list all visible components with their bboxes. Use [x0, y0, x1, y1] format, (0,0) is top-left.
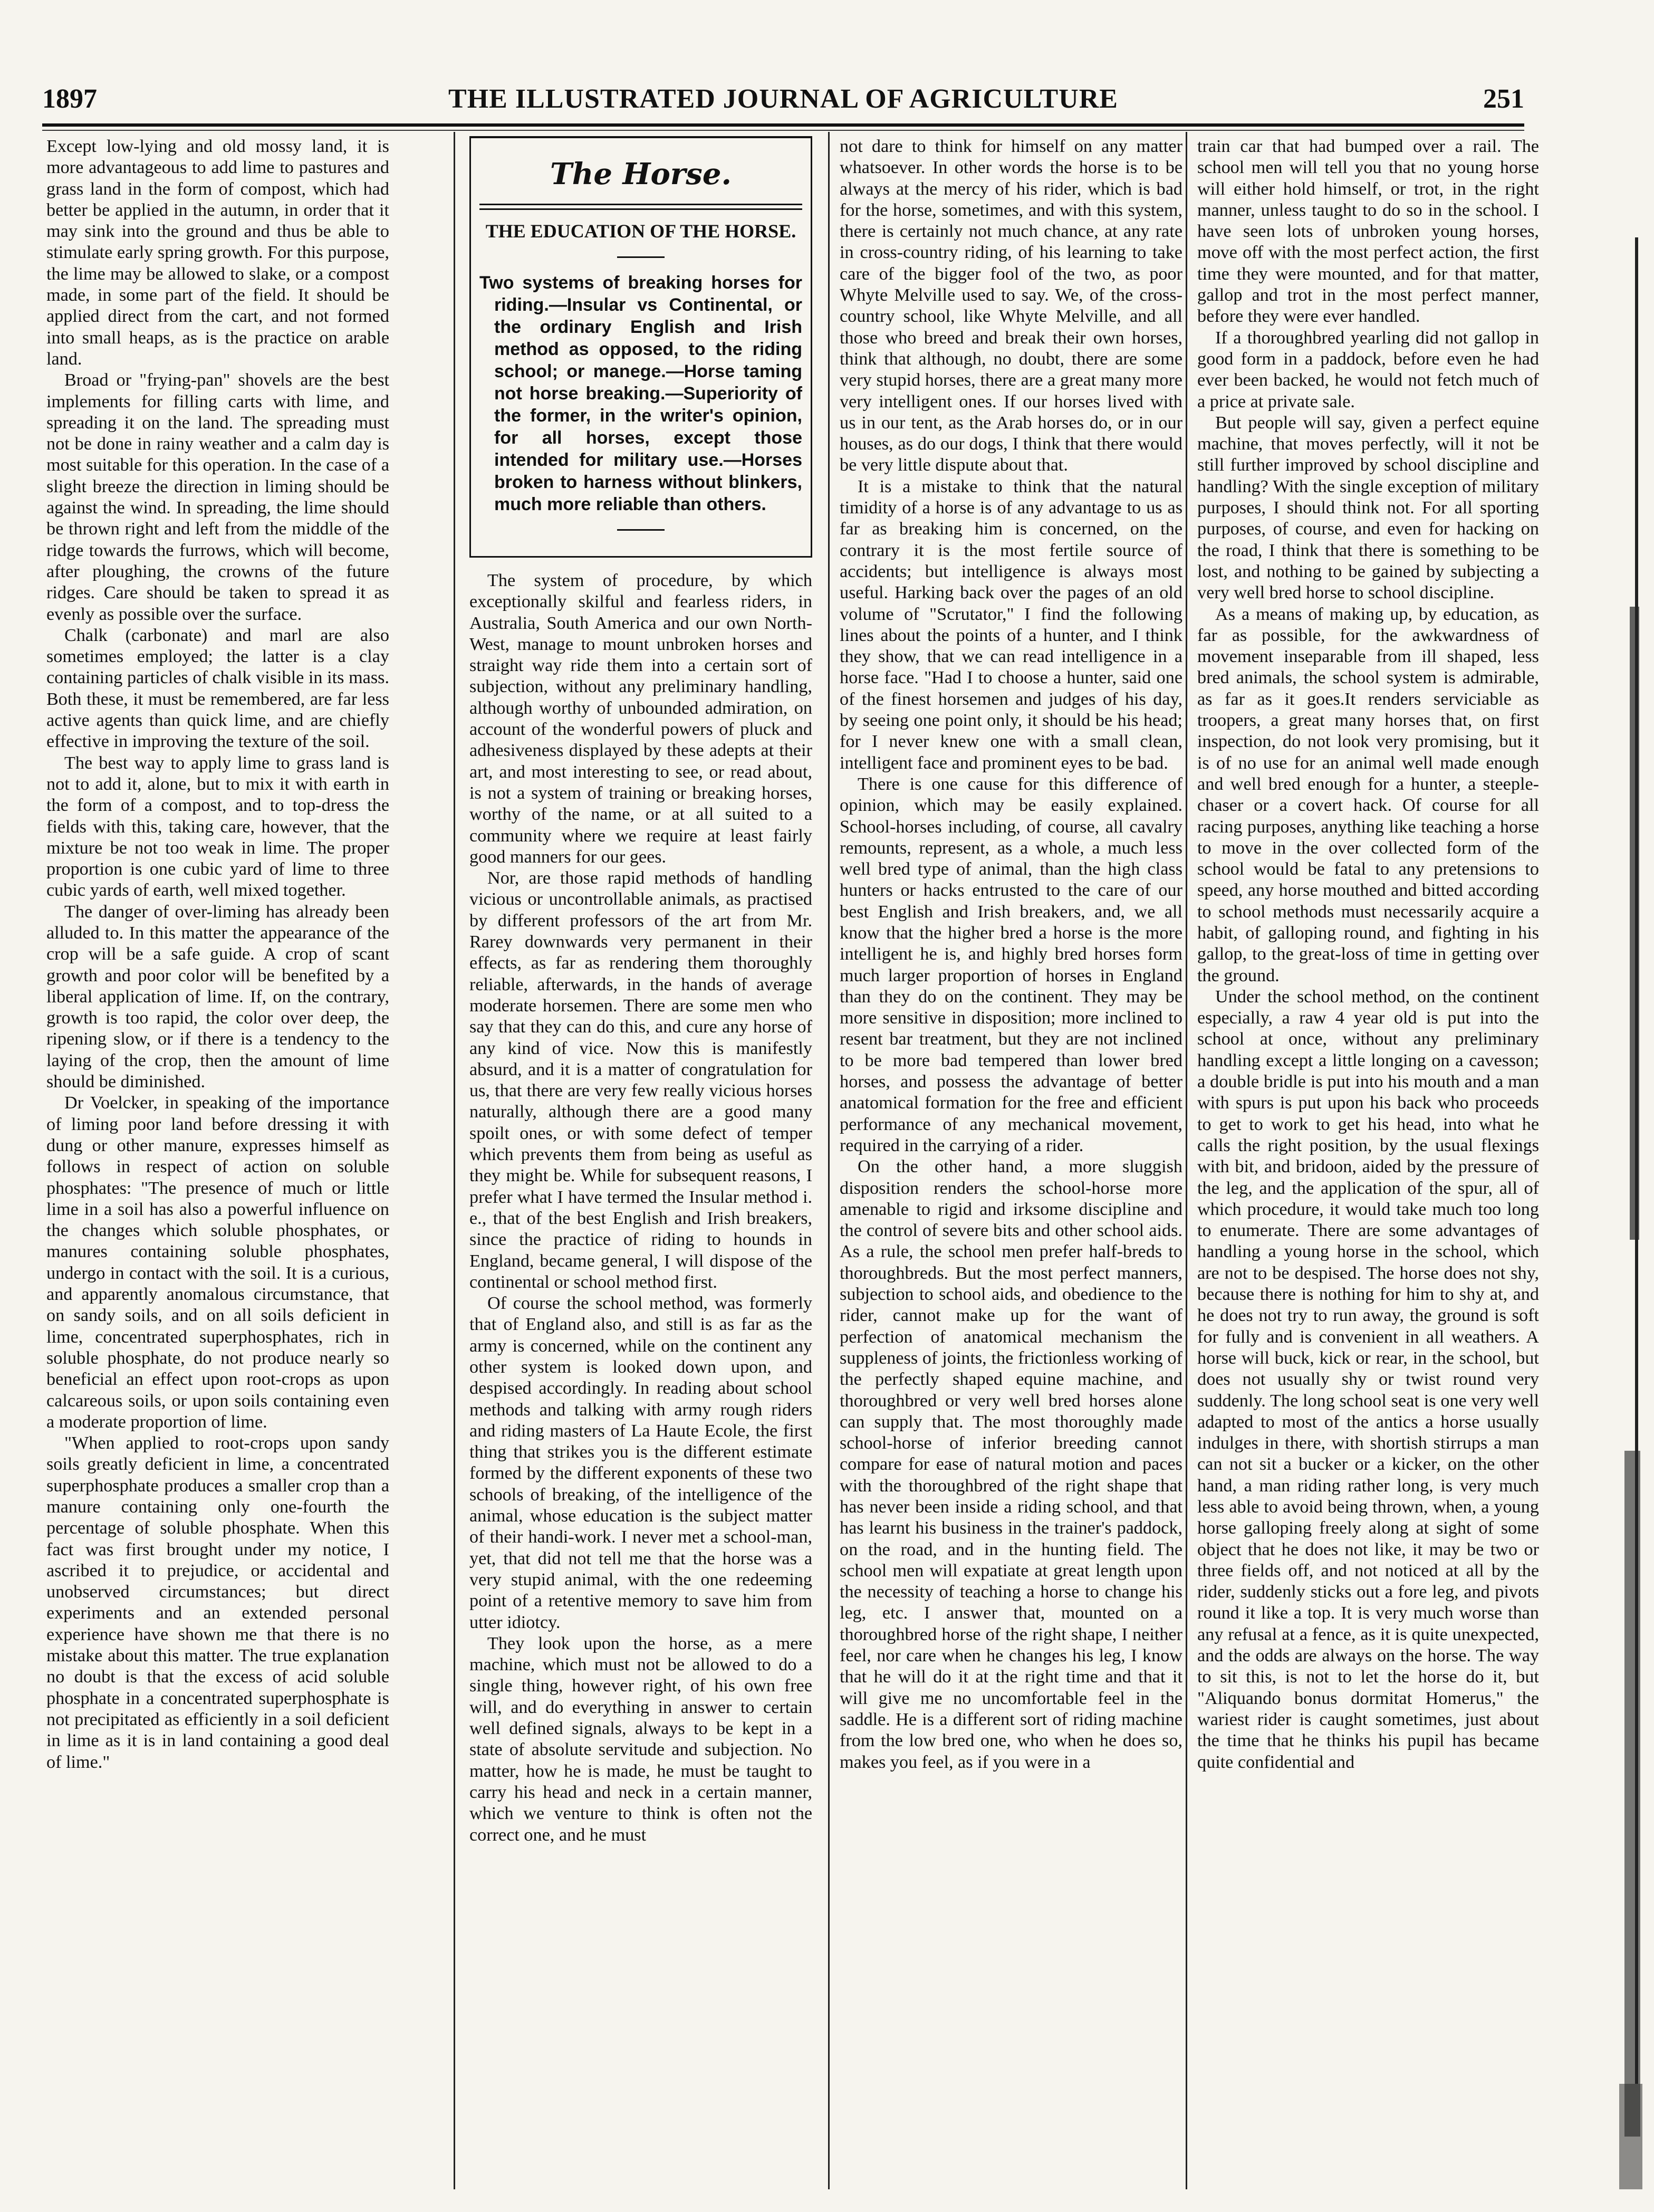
- paragraph: On the other hand, a more sluggish disposition renders the school-horse more amenable to rigid and irksome discipline and the control of severe bits and other school aids. As a rule, the school men prefer half-breds to thoroughbreds. But the most perfect manners, subjection to school aids, and obedience to the rider, cannot make up for the want of perfection of anatomical mechanism the suppleness of joints, the frictionless working of the perfectly shaped equine machine, and thoroughbred or very well bred horses alone can supply that. The most thoroughly made school-horse of inferior breeding cannot compare for ease of natural motion and paces with the thoroughbred of the right shape that has never been inside a riding school, and that has learnt his business in the trainer's paddock, on the road, and in the hunting field. The school men will expatiate at great length upon the necessity of teaching a horse to change his leg, etc. I answer that, mounted on a thoroughbred horse of the right shape, I neither feel, nor care when he changes his leg, I know that he will do it at the right time and that it will give me no uncomfortable feel in the saddle. He is a different sort of riding machine from the low bred one, who when he does so, makes you feel, as if you were in a: [840, 1157, 1182, 1772]
- section-title: The Horse.: [550, 157, 732, 191]
- header-rule: [42, 123, 1524, 127]
- paragraph: They look upon the horse, as a mere machine, which must not be allowed to do a single thing, however right, of his own free will, and do everything in answer to certain well defined signals, always to be kept in a state of absolute servitude and subjection. No matter, how he is made, he must be taught to carry his head and neck in a certain manner, which we venture to think is often not the correct one, and he must: [469, 1633, 812, 1845]
- column-2: [469, 136, 812, 2183]
- paragraph: Except low-lying and old mossy land, it is more advantageous to add lime to pastures and grass land in the form of compost, which had better be applied in the autumn, in order that it may sink into the ground and thus be able to stimulate early spring growth. For this purpose, the lime may be allowed to slake, or a compost made, in some part of the field. It should be applied direct from the cart, and not formed into small heaps, as is the practice on arable land.: [46, 137, 389, 369]
- article-header-box: [469, 136, 812, 558]
- header-year: 1897: [42, 84, 97, 114]
- column-divider: [1186, 132, 1187, 2189]
- paragraph: The system of procedure, by which exceptionally skilful and fearless riders, in Australia, South America and our own North-West, manage to mount unbroken horses and straight way ride them into a certain sort of subjection, without any preliminary handling, although worthy of unbounded admiration, on account of the wonderful powers of pluck and adhesiveness displayed by these adepts at their art, and most interesting to see, or read about, is not a system of training or breaking horses, worthy of the name, or at all suited to a community where we require at least fairly good manners for our gees.: [469, 571, 812, 867]
- paragraph: "When applied to root-crops upon sandy soils greatly deficient in lime, a concentrated superphosphate produces a smaller crop than a manure containing only one-fourth the percentage of soluble phosphate. When this fact was first brought under my notice, I ascribed it to prejudice, or accidental and unobserved circumstances; but direct experiments and an extended personal experience have shown me that there is no mistake about this matter. The true explanation no doubt is that the excess of acid soluble phosphate in a concentrated superphosphate is not precipitated as efficiently in a soil deficient in lime as it is in land containing a good deal of lime.": [46, 1433, 389, 1772]
- paragraph: But people will say, given a perfect equine machine, that moves perfectly, will it not be still further improved by school discipline and handling? With the single exception of military purposes, I should think not. For all sporting purposes, of course, and even for hacking on the road, I think that there is something to be lost, and nothing to be gained by subjecting a very well bred horse to school discipline.: [1197, 413, 1539, 603]
- article-title: THE EDUCATION OF THE HORSE.: [485, 221, 796, 242]
- paragraph: Under the school method, on the continent especially, a raw 4 year old is put into the school at once, without any preliminary handling except a little longing on a cavesson; a double bridle is put into his mouth and a man with spurs is put upon his back who proceeds to get to work to get his head, into what he calls the right position, by the usual flexings with bit, and bridoon, aided by the pressure of the leg, and the application of the spur, all of which procedure, it would take much too long to enumerate. There are some advantages of handling a young horse in the school, which are not to be despised. The horse does not shy, because there is nothing for him to shy at, and he does not try to run away, the ground is soft for fully and is convenient in all weathers. A horse will buck, kick or rear, in the school, but does not usually shy or twist round very suddenly. The long school seat is one very well adapted to most of the antics a horse usually indulges in there, with shortish stirrups a man can not sit a bucker or a kicker, on the other hand, a man riding rather long, is very much less able to avoid being thrown, when, a young horse galloping freely along at sight of some object that he does not like, it may be two or three fields off, and not noticed at all by the rider, suddenly sticks out a fore leg, and pivots round it like a top. It is very much worse than any refusal at a fence, as it is quite unexpected, and the odds are always on the horse. The way to sit this, is not to let the horse do it, but "Aliquando bonus dormitat Homerus," the wariest rider is caught sometimes, just about the time that he thinks his pupil has became quite confidential and: [1197, 987, 1539, 1772]
- paragraph: As a means of making up, by education, as far as possible, for the awkwardness of movement inseparable from ill shaped, less bred animals, the school system is admirable, as far as it goes.It renders serviciable as troopers, a great many horses that, on first inspection, do not look very promising, but it is of no use for an animal well made enough and well bred enough for a hunter, a steeple-chaser or a covert hack. Of course for all racing purposes, anything like teaching a horse to move in the over collected form of the school would be fatal to any pretensions to speed, any horse mouthed and bitted according to school methods must necessarily acquire a habit, of galloping round, and fighting in his gallop, to the great-loss of time in getting over the ground.: [1197, 604, 1539, 985]
- paragraph: It is a mistake to think that the natural timidity of a horse is of any advantage to us as far as breaking him is concerned, on the contrary it is the most fertile source of accidents; but intelligence is always most useful. Harking back over the pages of an old volume of "Scrutator," I find the following lines about the points of a hunter, and I think they show, that we can read intelligence in a horse face. "Had I to choose a hunter, said one of the finest horsemen and judges of his day, by seeing one point only, it should be his head; for I never knew one with a small clean, intelligent face and prominent eyes to be bad.: [840, 476, 1182, 773]
- column-3: [840, 136, 1182, 2183]
- column-4: [1197, 136, 1539, 2183]
- column-1: [46, 136, 389, 2183]
- paragraph: If a thoroughbred yearling did not gallop in good form in a paddock, before even he had ever been backed, he would not fetch much of a price at private sale.: [1197, 328, 1539, 411]
- paragraph: The best way to apply lime to grass land is not to add it, alone, but to mix it with earth in the form of a compost, and to top-dress the fields with this, taking care, however, that the mixture be not too weak in lime. The proper proportion is one cubic yard of lime to three cubic yards of earth, well mixed together.: [46, 753, 389, 901]
- paragraph: Of course the school method, was formerly that of England also, and still is as far as the army is concerned, while on the continent any other system is looked down upon, and despised accordingly. In reading about school methods and talking with army rough riders and riding masters of La Haute Ecole, the first thing that strikes you is the different estimate formed by the different exponents of these two schools of breaking, of the intelligence of the animal, whose education is the subject matter of their handi-work. I never met a school-man, yet, that did not tell me that the horse was a very stupid animal, with the one redeeming point of a retentive memory to save him from utter idiotcy.: [469, 1294, 812, 1632]
- paragraph: Nor, are those rapid methods of handling vicious or uncontrollable animals, as practised by different professors of the art from Mr. Rarey downwards very permanent in their effects, as far as rendering them thoroughly reliable, afterwards, in the hands of average moderate horsemen. There are some men who say that they can do this, and cure any horse of any kind of vice. Now this is manifestly absurd, and it is a matter of congratulation for us, that there are very few really vicious horses naturally, although there are a good many spoilt ones, or with some defect of temper which prevents them from being as useful as they might be. While for subsequent reasons, I prefer what I have termed the Insular method i. e., that of the best English and Irish breakers, since the practice of riding to hounds in England, became general, I will dispose of the continental or school method first.: [469, 868, 812, 1292]
- paragraph: The danger of over-liming has already been alluded to. In this matter the appearance of the crop will be a safe guide. A crop of scant growth and poor color will be benefited by a liberal application of lime. If, on the contrary, growth is too rapid, the color over deep, the ripening slow, or if there is a tendency to the laying of the crop, then the amount of lime should be diminished.: [46, 902, 389, 1092]
- short-rule: [617, 529, 665, 531]
- journal-title: THE ILLUSTRATED JOURNAL OF AGRICULTURE: [448, 84, 1118, 114]
- page-number: 251: [1483, 84, 1524, 114]
- article-summary: Two systems of breaking horses for riding.—Insular vs Continental, or the ordinary English and Irish method as opposed, to the riding school; or manege.—Horse taming not horse breaking.—Superiority of the former, in the writer's opinion, for all horses, except those intended for military use.—Horses broken to harness without blinkers, much more reliable than others.: [479, 273, 802, 514]
- double-rule: [479, 204, 802, 210]
- paragraph: Broad or "frying-pan" shovels are the best implements for filling carts with lime, and spreading it on the land. The spreading must not be done in rainy weather and a calm day is most suitable for this operation. In the case of a slight breeze the direction in liming should be against the wind. In spreading, the lime should be thrown right and left from the middle of the ridge towards the furrows, which will become, after ploughing, the crowns of the future ridges. Care should be taken to spread it as evenly as possible over the surface.: [46, 370, 389, 624]
- paragraph: There is one cause for this difference of opinion, which may be easily explained. School-horses including, of course, all cavalry remounts, represent, as a whole, a much less well bred type of animal, than the high class hunters or hacks entrusted to the care of our best English and Irish breakers, and, we all know that the higher bred a horse is the more intelligent he is, and highly bred horses form much larger proportion of horses in England than they do on the continent. They may be more sensitive in disposition; more inclined to resent bar treatment, but they are not inclined to be more bad tempered than lower bred horses, and possess the advantage of better anatomical formation for the free and efficient performance of any mechanical movement, required in the carrying of a rider.: [840, 774, 1182, 1155]
- column-divider: [828, 132, 830, 2189]
- short-rule: [617, 256, 665, 258]
- column-divider: [454, 132, 455, 2189]
- binding-edge-shadow: [1603, 132, 1651, 2189]
- paragraph: not dare to think for himself on any matter whatsoever. In other words the horse is to be always at the mercy of his rider, which is bad for the horse, sometimes, and with this system, there is certainly not much chance, at any rate in cross-country riding, of his learning to take care of the bigger fool of the two, as poor Whyte Melville used to say. We, of the cross-country school, like Whyte Melville, and all those who breed and break their own horses, think that although, no doubt, there are some very stupid horses, there are a great many more very intelligent ones. If our horses lived with us in our tent, as the Arab horses do, or in our houses, as do our dogs, I think that there would be very little dispute about that.: [840, 137, 1182, 475]
- paragraph: Dr Voelcker, in speaking of the importance of liming poor land before dressing it with dung or other manure, expresses himself as follows in respect of action on soluble phosphates: "The presence of much or little lime in a soil has also a powerful influence on the changes which soluble phosphates, or manures containing soluble phosphates, undergo in contact with the soil. It is a curious, and apparently anomalous circumstance, that on sandy soils, and on all soils deficient in lime, concentrated superphosphates, rich in soluble phosphate, do not produce nearly so beneficial an effect upon root-crops as upon calcareous soils, or upon soils containing even a moderate proportion of lime.: [46, 1093, 389, 1432]
- paragraph: train car that had bumped over a rail. The school men will tell you that no young horse will either hold himself, or trot, in the right manner, unless taught to do so in the school. I have seen lots of unbroken young horses, move off with the most perfect action, the first time they were mounted, and for that matter, gallop and trot in the most perfect manner, before they were ever handled.: [1197, 137, 1539, 327]
- header-rule-thin: [42, 130, 1524, 131]
- page-header: [42, 78, 1524, 120]
- paragraph: Chalk (carbonate) and marl are also sometimes employed; the latter is a clay containing particles of chalk visible in its mass. Both these, it must be remembered, are far less active agents than quick lime, and are chiefly effective in improving the texture of the soil.: [46, 625, 389, 752]
